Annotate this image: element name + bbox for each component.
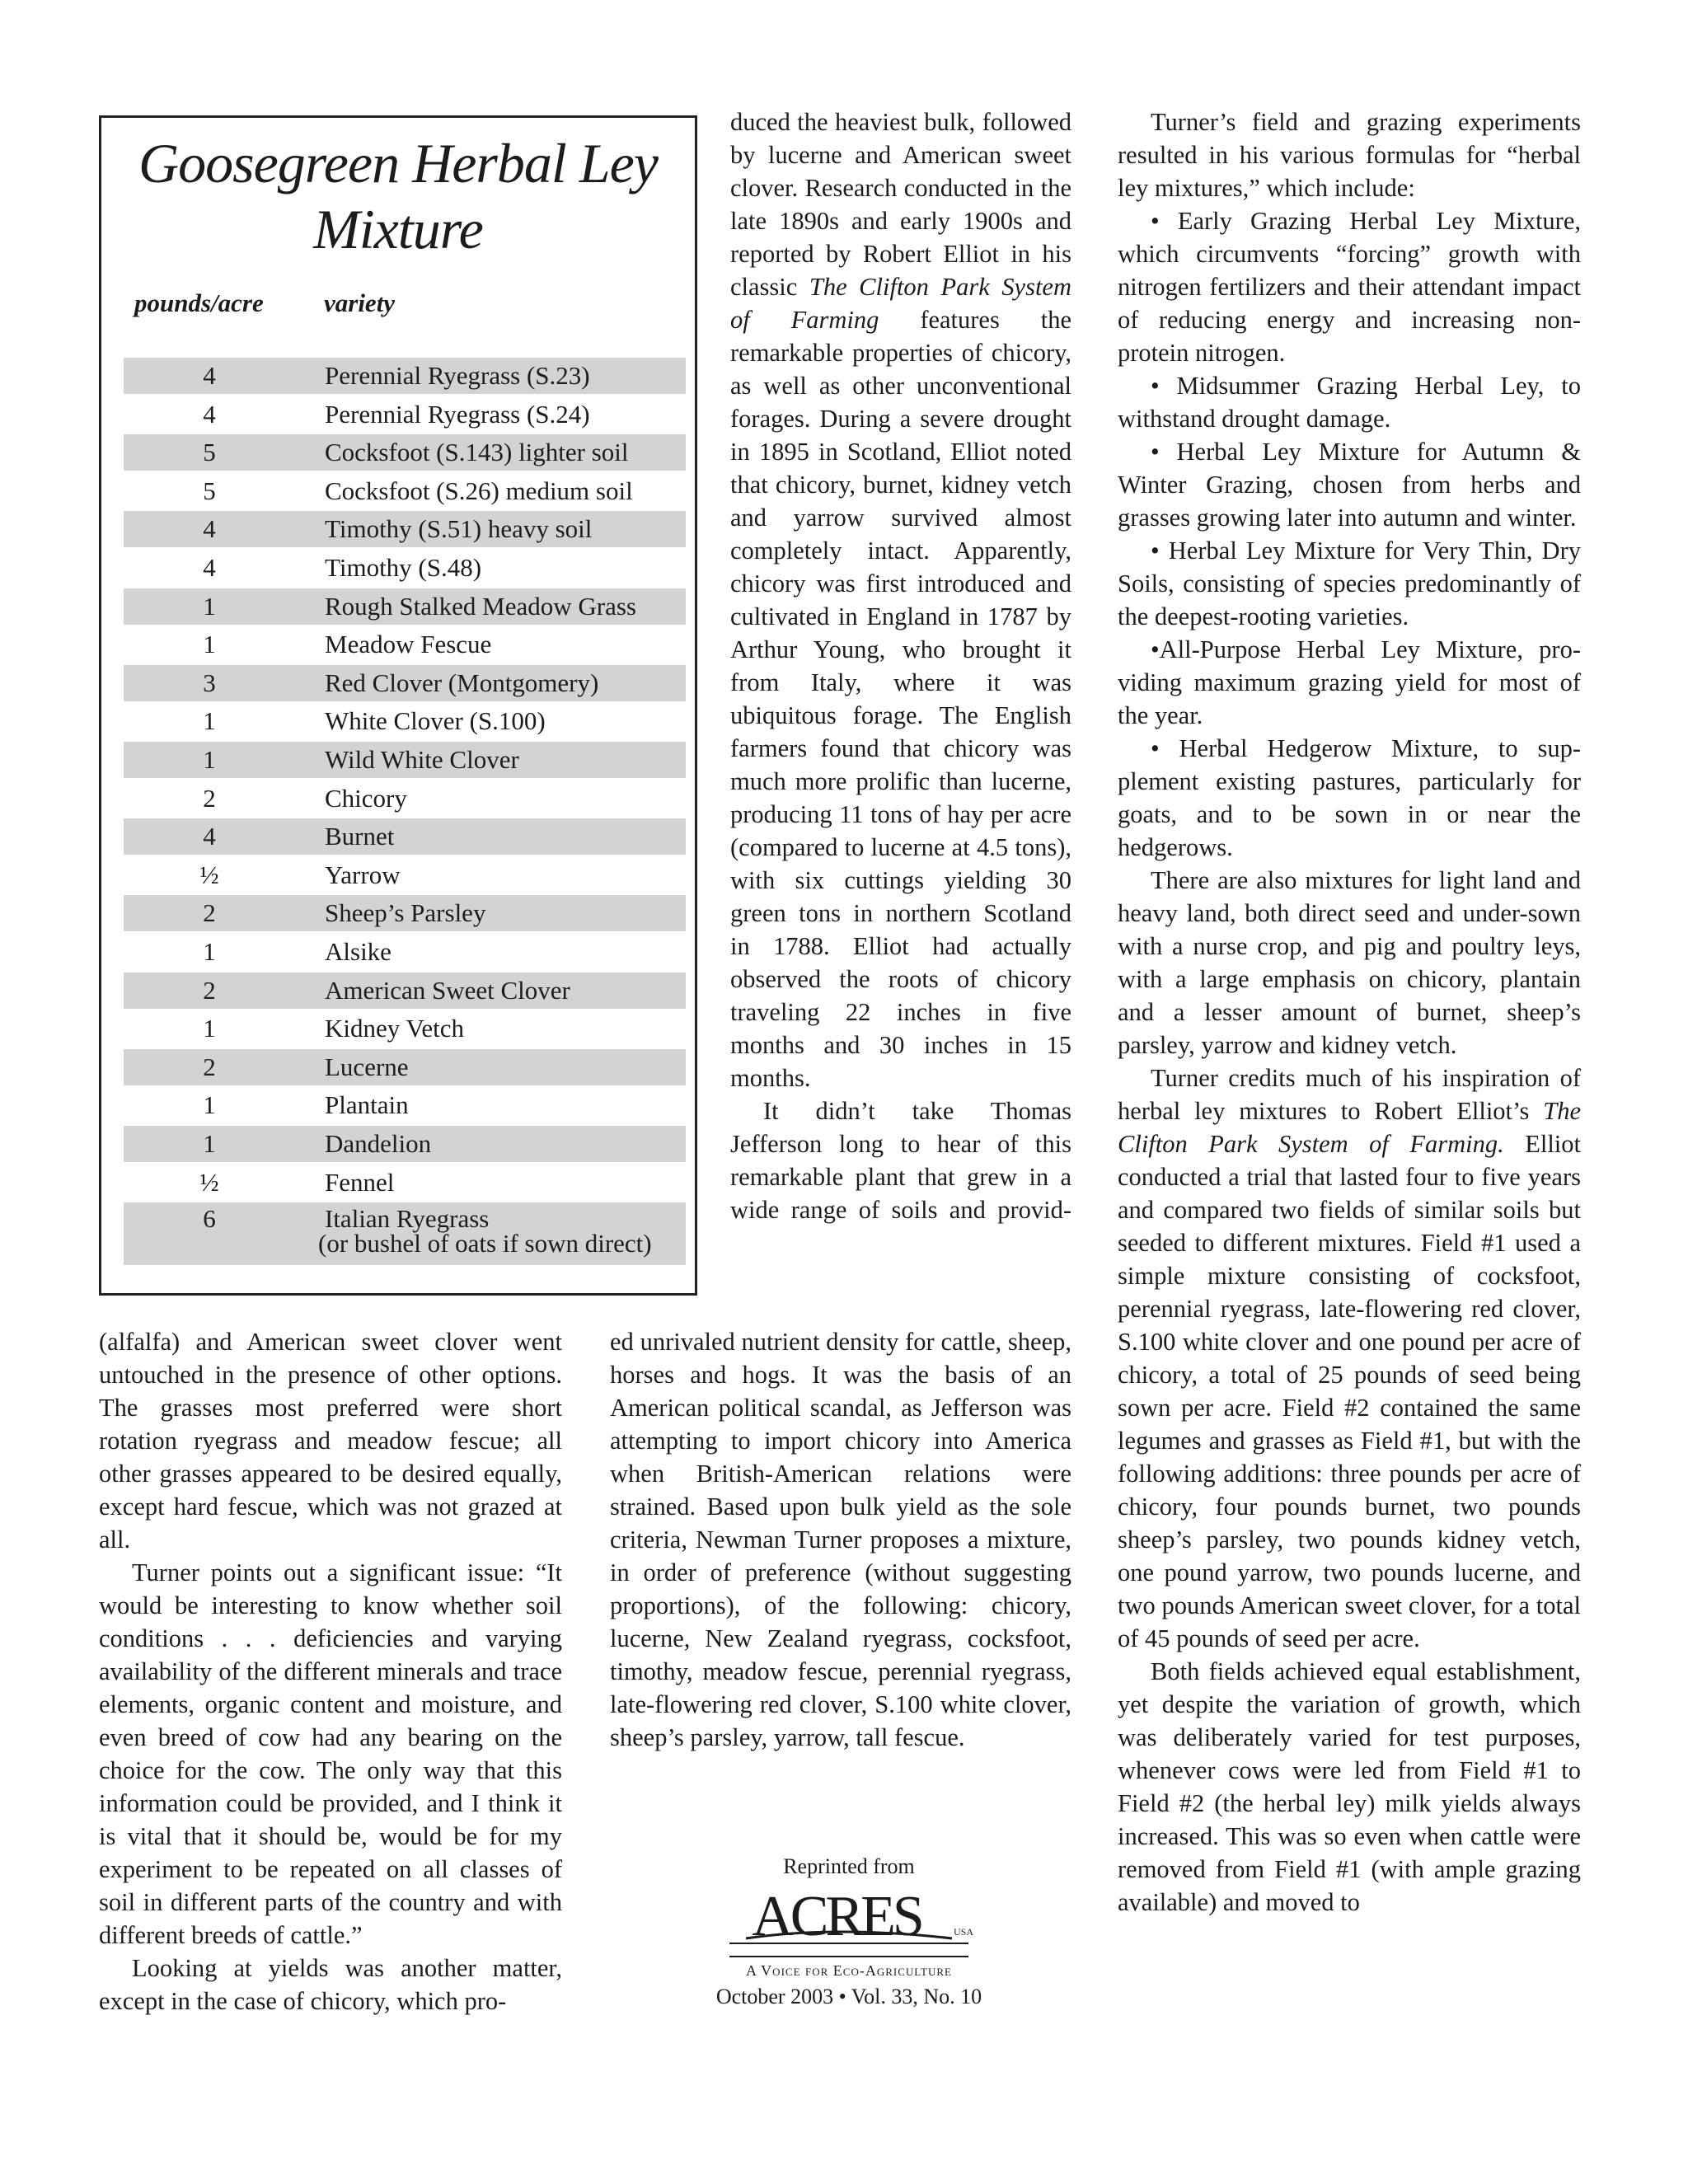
row-quantity: 4 — [203, 822, 216, 851]
bullet-item: •All-Purpose Herbal Ley Mixture, providing maximum grazing yield for most of the year. — [1118, 635, 1581, 729]
row-quantity: 2 — [203, 898, 216, 928]
logo-tagline: A Voice for Eco-Agriculture — [746, 1962, 952, 1979]
row-variety: Burnet — [325, 822, 395, 851]
reprint-label: Reprinted from — [783, 1854, 915, 1878]
table-row — [124, 703, 686, 739]
column-3 — [1118, 105, 1581, 1919]
table-row — [124, 780, 686, 817]
table-row — [124, 1049, 686, 1085]
row-variety: Red Clover (Montgomery) — [325, 668, 599, 697]
row-quantity: 1 — [203, 1090, 216, 1120]
row-quantity: 1 — [203, 630, 216, 659]
table-row — [124, 1165, 686, 1201]
row-variety: Yarrow — [325, 860, 401, 889]
row-variety: Cocksfoot (S.143) lighter soil — [325, 438, 629, 467]
row-quantity: ½ — [199, 1167, 219, 1197]
row-quantity: 1 — [203, 1014, 216, 1043]
row-variety: Fennel — [325, 1167, 395, 1197]
paragraph: Turner credits much of his inspiration of herbal ley mixtures to Robert Elliot’s The Clifton Park System of Farming. Elliot conducted a trial that lasted four to five years and compared two fields of similar soils but seeded to different mixtures. Field #1 used a simple mixture consisting of cocksfoot, perennial ryegrass, late-flowering red clover, S.100 white clover and one pound per acre of chicory, a total of 25 pounds of seed being sown per acre. Field #2 contained the same legumes and grasses as Field #1, but with the following additions: three pounds per acre of chicory, four pounds burnet, two pounds sheep’s parsley, two pounds kidney vetch, one pound yarrow, two pounds lucerne, and two pounds American sweet clover, for a total of 45 pounds of seed per acre. — [1118, 1064, 1582, 1652]
table-row — [124, 1202, 686, 1265]
reprint-credit — [701, 1854, 997, 2009]
row-variety: Cocksfoot (S.26) medium soil — [325, 476, 633, 505]
sidebar-title: Goosegreen Herbal Ley Mixture — [138, 132, 658, 260]
table-row — [124, 626, 686, 663]
row-variety: Perennial Ryegrass (S.23) — [325, 361, 590, 390]
table-row — [124, 396, 686, 433]
row-quantity: 4 — [203, 553, 216, 582]
bullet-item: • Midsummer Grazing Herbal Ley, to withstand drought damage. — [1118, 372, 1581, 433]
paragraph: duced the heaviest bulk, followed by lucerne and American sweet clover. Research conducted in the late 1890s and early 1900s and reported by Robert Elliot in his classic The Clifton Park System of Farming features the remarkable properties of chicory, as well as other unconventional forages. During a severe drought in 1895 in Scotland, Elliot noted that chicory, burnet, kidney vetch and yarrow survived almost completely intact. Apparently, chicory was first introduced and cultivated in England in 1787 by Arthur Young, who brought it from Italy, where it was ubiquitous forage. The English farmers found that chicory was much more prolific than lucerne, producing 11 tons of hay per acre (compared to lucerne at 4.5 tons), with six cuttings yielding 30 green tons in northern Scotland in 1788. Elliot had actually observed the roots of chicory traveling 22 inches in five months and 30 inches in 15 months. — [730, 108, 1072, 1092]
row-variety: Rough Stalked Meadow Grass — [325, 591, 636, 621]
table-row — [124, 358, 686, 394]
logo-wordmark: ACRES — [752, 1885, 921, 1948]
row-variety: American Sweet Clover — [325, 975, 570, 1005]
row-variety: Dandelion — [325, 1129, 432, 1158]
bullet-item: • Herbal Ley Mixture for Very Thin, Dry Soils, consisting of species predominantly of the deepest-rooting varieties. — [1118, 537, 1581, 630]
row-quantity: 5 — [203, 438, 216, 467]
paragraph: Looking at yields was another matter, except in the case of chicory, which pro- — [99, 1954, 562, 2015]
column-header-variety: variety — [324, 288, 396, 317]
table-row — [124, 473, 686, 509]
column-2-bottom — [610, 1325, 1071, 1754]
row-variety: White Clover (S.100) — [325, 706, 546, 736]
row-quantity: 1 — [203, 745, 216, 774]
row-variety: Alsike — [325, 937, 392, 966]
paragraph: Turner’s field and grazing experiments resulted in his various formulas for “herbal ley mixtures,” which include: — [1118, 108, 1581, 202]
row-variety: Wild White Clover — [325, 745, 519, 774]
table-row — [124, 895, 686, 931]
row-variety: Kidney Vetch — [325, 1014, 465, 1043]
paragraph: Turner points out a significant issue: “It would be interesting to know whether soil conditions . . . deficiencies and varying availability of the different minerals and trace elements, organic content and moisture, and even breed of cow had any bearing on the choice for the cow. The only way that this information could be provided, and I think it is vital that it should be, would be for my experiment to be repeated on all classes of soil in different parts of the country and with different breeds of cattle.” — [99, 1558, 562, 1949]
table-row — [124, 818, 686, 855]
table-row — [124, 511, 686, 547]
row-quantity: 2 — [203, 783, 216, 813]
paragraph: It didn’t take Thomas Jefferson long to hear of this remarkable plant that grew in a wide range of soils and provid- — [730, 1097, 1071, 1224]
row-quantity: 1 — [203, 937, 216, 966]
column-header-pounds: pounds/acre — [134, 288, 264, 317]
row-quantity: 1 — [203, 591, 216, 621]
row-quantity: 1 — [203, 706, 216, 736]
acres-usa-logo — [713, 1884, 985, 1958]
table-row — [124, 550, 686, 586]
row-variety: Perennial Ryegrass (S.24) — [325, 399, 590, 429]
table-row — [124, 434, 686, 471]
column-1 — [99, 1325, 562, 2018]
row-quantity: 1 — [203, 1129, 216, 1158]
paragraph: (alfalfa) and American sweet clover went untouched in the presence of other options. The grasses most preferred were short rotation ryegrass and meadow fescue; all other grasses appeared to be desired equally, except hard fescue, which was not grazed at all. — [99, 1328, 562, 1554]
issue-info: October 2003 • Vol. 33, No. 10 — [715, 1985, 982, 2008]
row-variety: Meadow Fescue — [325, 630, 492, 659]
table-row — [124, 857, 686, 893]
row-variety: Sheep’s Parsley — [325, 898, 486, 928]
row-quantity: 2 — [203, 975, 216, 1005]
table-row — [124, 934, 686, 970]
row-quantity: 4 — [203, 399, 216, 429]
table-row — [124, 1087, 686, 1123]
paragraph: ed unrivaled nutrient density for cattle, sheep, horses and hogs. It was the basis of an American political scandal, as Jefferson was attempting to import chicory into America when British-American relations were strained. Based upon bulk yield as the sole criteria, Newman Turner proposes a mixture, in order of preference (without suggesting proportions), of the following: chicory, lucerne, New Zealand ryegrass, cocksfoot, timothy, meadow fescue, perennial ryegrass, late-flowering red clover, S.100 white clover, sheep’s parsley, yarrow, tall fescue. — [610, 1328, 1071, 1751]
row-variety: Italian Ryegrass — [325, 1204, 490, 1234]
table-row — [124, 972, 686, 1009]
bullet-item: • Herbal Ley Mixture for Autumn & Winter Grazing, chosen from herbs and grasses growing later into autumn and winter. — [1118, 438, 1581, 532]
paragraph: Both fields achieved equal establishment, yet despite the variation of growth, which was deliberately varied for test purposes, whenever cows were led from Field #1 to Field #2 (the herbal ley) milk yields always increased. This was so even when cattle were removed from Field #1 (with ample grazing available) and moved to — [1118, 1657, 1581, 1916]
row-quantity: 3 — [203, 668, 216, 697]
row-quantity: 4 — [203, 361, 216, 390]
bullet-item: • Early Grazing Herbal Ley Mixture, which circumvents “forcing” growth with nitrogen fertilizers and their attendant impact of reducing energy and increasing non-protein nitrogen. — [1118, 207, 1581, 367]
row-quantity: 4 — [203, 514, 216, 544]
row-variety: Plantain — [325, 1090, 409, 1120]
table-row — [124, 742, 686, 778]
table-row — [124, 665, 686, 701]
table-row — [124, 1010, 686, 1047]
row-variety: Chicory — [325, 783, 407, 813]
row-quantity: ½ — [199, 860, 219, 889]
row-variety: Timothy (S.48) — [325, 553, 482, 582]
row-quantity: 2 — [203, 1052, 216, 1081]
logo-superscript: USA — [954, 1926, 974, 1938]
table-row — [124, 1126, 686, 1162]
column-2-top — [730, 105, 1071, 1226]
row-variety: Timothy (S.51) heavy soil — [325, 514, 593, 544]
bullet-item: • Herbal Hedgerow Mixture, to supplement existing pastures, particularly for goats, and to be sown in or near the hedgerows. — [1118, 734, 1581, 861]
row-variety: Lucerne — [325, 1052, 409, 1081]
row-note: (or bushel of oats if sown direct) — [318, 1229, 652, 1258]
row-quantity: 6 — [203, 1204, 216, 1234]
paragraph: There are also mixtures for light land and heavy land, both direct seed and under-sown with a nurse crop, and pig and poultry leys, with a large emphasis on chicory, plantain and a lesser amount of burnet, sheep’s parsley, yarrow and kidney vetch. — [1118, 866, 1581, 1059]
row-quantity: 5 — [203, 476, 216, 505]
table-row — [124, 588, 686, 625]
